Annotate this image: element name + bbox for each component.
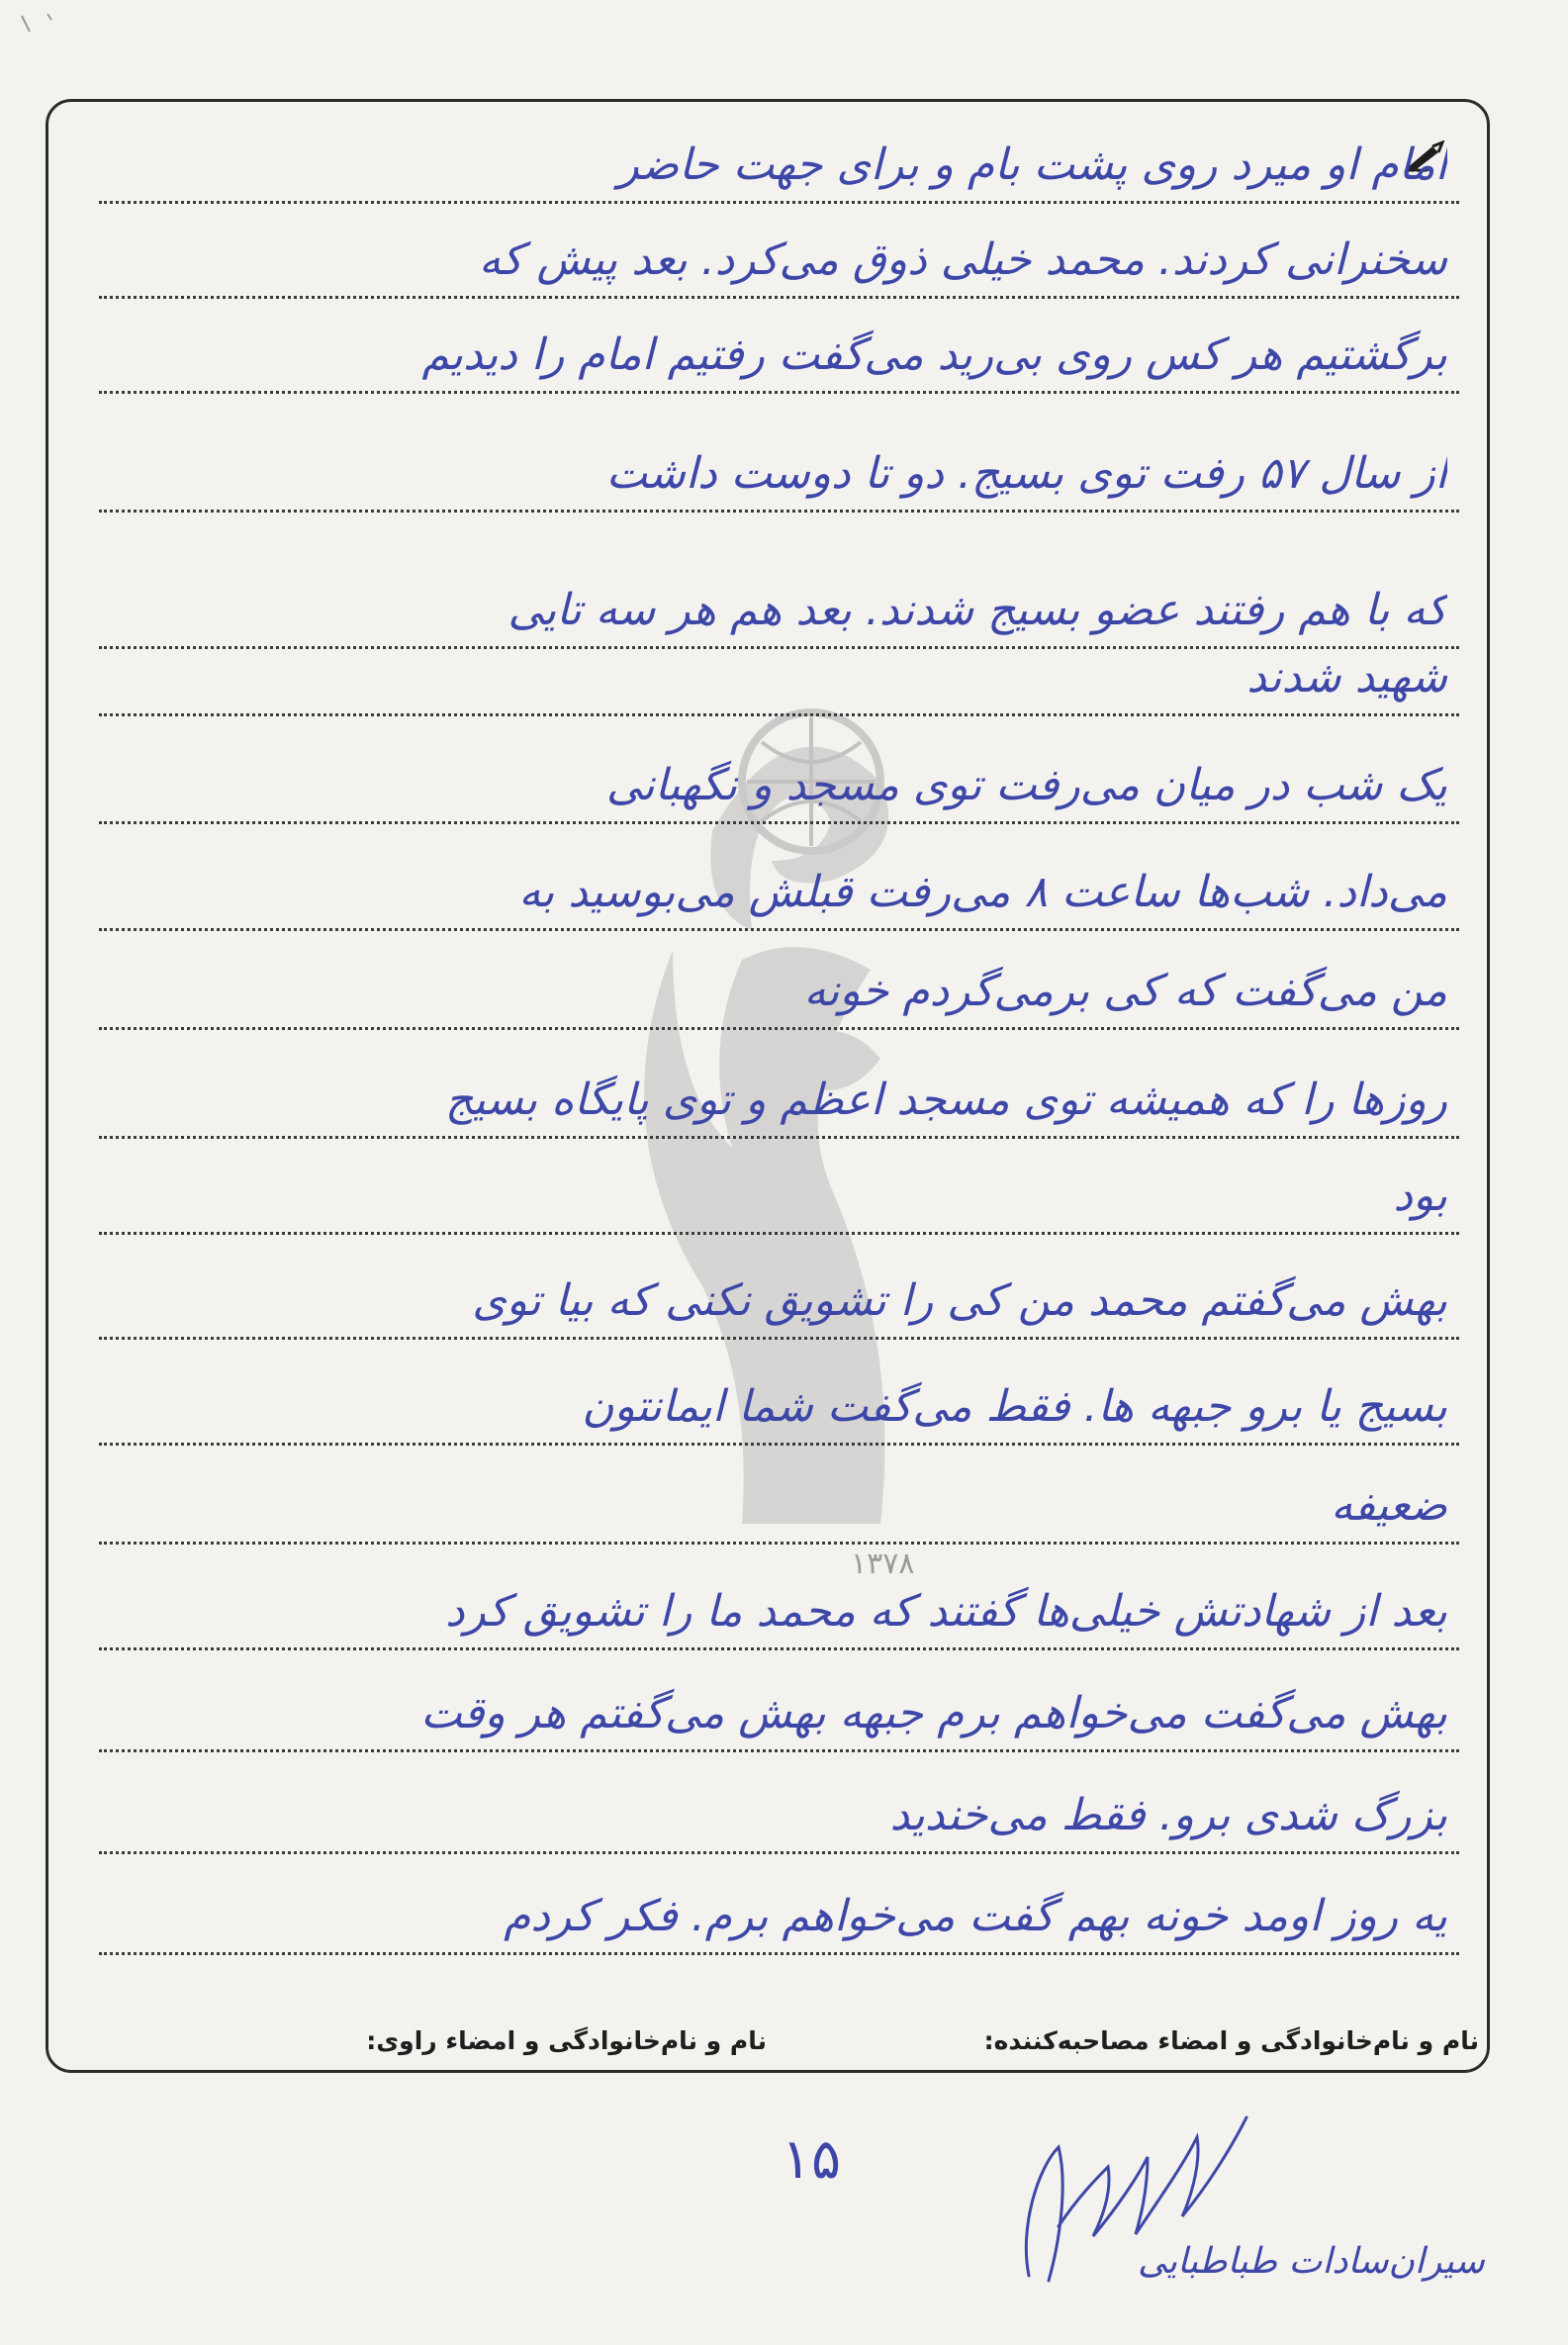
narrator-signature-label: نام و نام‌خانوادگی و امضاء راوی: (366, 2026, 767, 2055)
text-line (99, 1555, 1459, 1650)
line-text: امام او میرد روی پشت بام و برای جهت حاضر (617, 140, 1447, 190)
text-line (99, 1245, 1459, 1340)
text-line (99, 204, 1459, 299)
signer-name: سیران‌سادات طباطبایی (1138, 2241, 1485, 2282)
line-text: روزها را که همیشه توی مسجد اعظم و توی پایگاه بسیج (444, 1075, 1447, 1125)
line-text: می‌داد. شب‌ها ساعت ۸ می‌رفت قبلش می‌بوسید به (518, 867, 1447, 917)
line-text: بعد از شهادتش خیلی‌ها گفتند که محمد ما را تشویق کرد (444, 1586, 1447, 1637)
text-line (99, 109, 1459, 204)
text-line (99, 1351, 1459, 1446)
line-text: از سال ۵۷ رفت توی بسیج. دو تا دوست داشت (605, 448, 1447, 499)
corner-mark-icon (8, 10, 67, 40)
text-line (99, 729, 1459, 824)
line-text: ضعیفه (1331, 1480, 1447, 1531)
line-text: شهید شدند (1246, 652, 1447, 703)
line-text: بهش می‌گفت می‌خواهم برم جبهه بهش می‌گفتم هر وقت (420, 1688, 1447, 1738)
line-text: بهش می‌گفتم محمد من کی را تشویق نکنی که بیا توی (472, 1275, 1447, 1326)
line-text: من می‌گفت که کی برمی‌گردم خونه (803, 966, 1447, 1016)
text-line (99, 621, 1459, 716)
line-text: بزرگ شدی برو. فقط می‌خندید (889, 1790, 1447, 1840)
text-line (99, 836, 1459, 931)
text-line (99, 1044, 1459, 1139)
line-text: یه روز اومد خونه بهم گفت می‌خواهم برم. فکر کردم (504, 1891, 1447, 1941)
text-line (99, 1450, 1459, 1545)
line-text: برگشتیم هر کس روی بی‌رید می‌گفت رفتیم امام را دیدیم (421, 329, 1447, 380)
text-line (99, 1860, 1459, 1955)
text-line (99, 299, 1459, 394)
watermark-year: ۱۳۷۸ (851, 1547, 915, 1581)
text-line (99, 1759, 1459, 1854)
line-text: که با هم رفتند عضو بسیج شدند. بعد هم هر سه تایی (507, 585, 1447, 635)
line-text: بود (1393, 1171, 1447, 1221)
text-line (99, 1140, 1459, 1235)
line-text: بسیج یا برو جبهه ها. فقط می‌گفت شما ایمانتون (582, 1381, 1447, 1432)
text-line (99, 1657, 1459, 1752)
text-line (99, 935, 1459, 1030)
text-line (99, 418, 1459, 513)
line-text: سخنرانی کردند. محمد خیلی ذوق می‌کرد. بعد پیش که (479, 234, 1447, 285)
page-number: ۱۵ (781, 2127, 842, 2192)
line-text: یک شب در میان می‌رفت توی مسجد و نگهبانی (605, 760, 1447, 810)
interviewer-signature-label: نام و نام‌خانوادگی و امضاء مصاحبه‌کننده: (983, 2026, 1479, 2055)
